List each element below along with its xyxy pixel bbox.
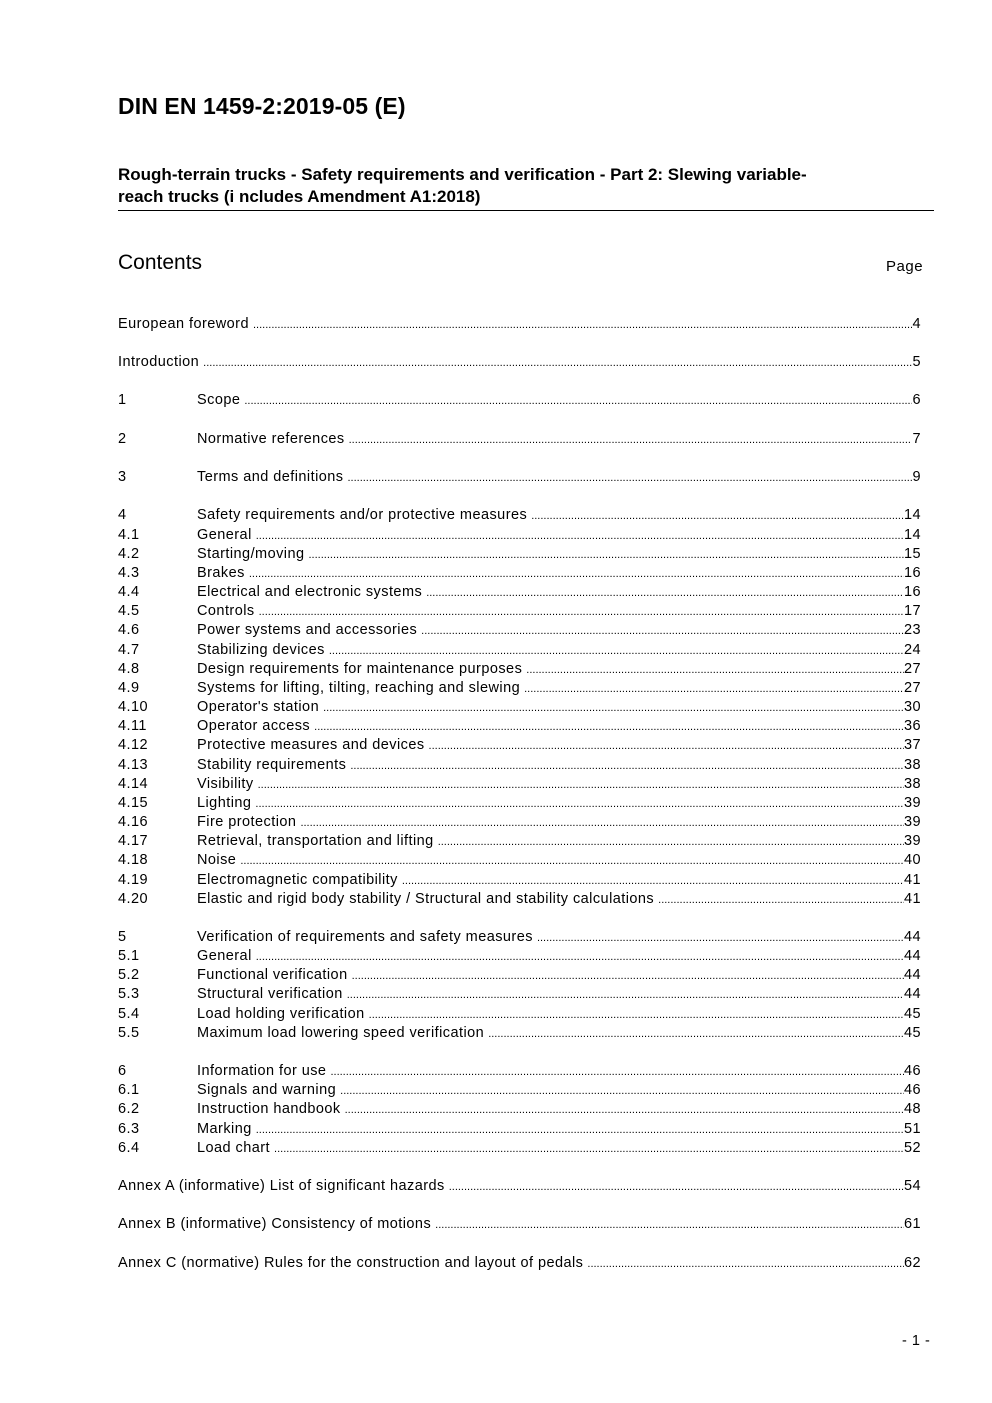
toc-entry-number: 4.19 [118, 872, 149, 888]
toc-dot-leader [256, 530, 904, 542]
toc-entry[interactable] [118, 1006, 921, 1025]
toc-dot-leader [352, 970, 904, 982]
toc-entry-title: Retrieval, transportation and lifting [197, 833, 434, 849]
toc-entry-page: 39 [903, 814, 921, 830]
toc-entry-number: 4.10 [118, 699, 149, 715]
toc-dot-leader [244, 395, 912, 407]
page-column-heading: Page [886, 258, 924, 275]
toc-entry-page: 9 [912, 469, 921, 485]
toc-dot-leader [330, 1066, 904, 1078]
toc-entry-title: Annex B (informative) Consistency of motions [118, 1216, 432, 1232]
toc-entry[interactable] [118, 1178, 921, 1197]
toc-entry[interactable] [118, 1025, 921, 1044]
toc-entry-number: 6 [118, 1063, 127, 1079]
toc-entry-page: 16 [903, 565, 921, 581]
toc-dot-leader [426, 587, 904, 599]
page-footer-number: - 1 - [902, 1333, 931, 1349]
toc-dot-leader [531, 510, 904, 522]
toc-entry-number: 5.3 [118, 986, 140, 1002]
toc-entry-page: 54 [903, 1178, 921, 1194]
toc-entry[interactable] [118, 392, 921, 411]
toc-entry-title: Fire protection [197, 814, 297, 830]
toc-entry-page: 14 [903, 527, 921, 543]
toc-dot-leader [259, 606, 904, 618]
toc-entry-number: 6.4 [118, 1140, 140, 1156]
toc-entry-number: 4.9 [118, 680, 140, 696]
toc-entry-page: 37 [903, 737, 921, 753]
toc-dot-leader [256, 951, 904, 963]
toc-entry-page: 41 [903, 891, 921, 907]
toc-entry[interactable] [118, 737, 921, 756]
toc-entry-title: Electrical and electronic systems [197, 584, 423, 600]
toc-entry-page: 14 [903, 507, 921, 523]
toc-entry-page: 16 [903, 584, 921, 600]
toc-entry[interactable] [118, 948, 921, 967]
toc-entry-title: Power systems and accessories [197, 622, 418, 638]
toc-dot-leader [340, 1085, 904, 1097]
toc-entry-title: Annex A (informative) List of significant hazards [118, 1178, 445, 1194]
toc-entry[interactable] [118, 1255, 921, 1274]
toc-entry-title: Stabilizing devices [197, 642, 325, 658]
toc-entry-number: 4.11 [118, 718, 147, 734]
toc-entry[interactable] [118, 354, 921, 373]
toc-entry-number: 4.18 [118, 852, 149, 868]
toc-entry-number: 4.5 [118, 603, 140, 619]
toc-entry[interactable] [118, 852, 921, 871]
toc-entry-title: Protective measures and devices [197, 737, 425, 753]
toc-entry-number: 3 [118, 469, 127, 485]
toc-entry-title: Annex C (normative) Rules for the construction and layout of pedals [118, 1255, 584, 1271]
toc-dot-leader [274, 1143, 904, 1155]
toc-entry[interactable] [118, 546, 921, 565]
toc-entry-title: Information for use [197, 1063, 327, 1079]
toc-entry[interactable] [118, 699, 921, 718]
toc-entry[interactable] [118, 833, 921, 852]
toc-entry-page: 62 [903, 1255, 921, 1271]
toc-entry-page: 6 [912, 392, 921, 408]
toc-entry[interactable] [118, 1216, 921, 1235]
toc-entry[interactable] [118, 929, 921, 948]
toc-entry-number: 5.2 [118, 967, 140, 983]
toc-entry-page: 44 [903, 948, 921, 964]
toc-entry-number: 6.3 [118, 1121, 140, 1137]
toc-entry-number: 4.20 [118, 891, 149, 907]
toc-entry-title: General [197, 948, 252, 964]
toc-entry-title: Visibility [197, 776, 254, 792]
toc-entry-page: 7 [912, 431, 921, 447]
toc-entry-page: 46 [903, 1063, 921, 1079]
toc-entry-title: Verification of requirements and safety measures [197, 929, 533, 945]
toc-entry-page: 5 [912, 354, 921, 370]
toc-entry-page: 38 [903, 757, 921, 773]
toc-entry-title: Operator's station [197, 699, 320, 715]
toc-entry-title: Load chart [197, 1140, 271, 1156]
toc-entry-page: 38 [903, 776, 921, 792]
toc-entry[interactable] [118, 431, 921, 450]
title-rule [118, 210, 934, 211]
toc-entry-page: 30 [903, 699, 921, 715]
toc-entry-number: 4.1 [118, 527, 140, 543]
toc-entry-title: Design requirements for maintenance purposes [197, 661, 523, 677]
toc-dot-leader [314, 721, 904, 733]
toc-entry[interactable] [118, 967, 921, 986]
toc-entry[interactable] [118, 584, 921, 603]
toc-entry-page: 27 [903, 680, 921, 696]
subtitle-line-2: reach trucks (i ncludes Amendment A1:2018) [118, 187, 481, 206]
toc-entry-page: 39 [903, 795, 921, 811]
toc-entry-number: 4.12 [118, 737, 149, 753]
toc-entry-title: Signals and warning [197, 1082, 337, 1098]
toc-dot-leader [258, 779, 904, 791]
toc-dot-leader [309, 549, 904, 561]
toc-entry-title: Starting/moving [197, 546, 305, 562]
toc-entry-number: 4.15 [118, 795, 149, 811]
toc-dot-leader [526, 664, 904, 676]
toc-entry-title: Elastic and rigid body stability / Structural and stability calculations [197, 891, 655, 907]
toc-entry-page: 45 [903, 1006, 921, 1022]
toc-entry-page: 44 [903, 986, 921, 1002]
toc-entry-page: 45 [903, 1025, 921, 1041]
toc-entry-title: Operator access [197, 718, 311, 734]
toc-entry-title: Lighting [197, 795, 252, 811]
document-subtitle [118, 164, 934, 208]
toc-entry[interactable] [118, 316, 921, 335]
toc-entry-page: 44 [903, 967, 921, 983]
toc-entry-number: 6.1 [118, 1082, 140, 1098]
toc-entry-page: 24 [903, 642, 921, 658]
toc-entry-title: Functional verification [197, 967, 348, 983]
toc-dot-leader [256, 1124, 904, 1136]
toc-entry[interactable] [118, 872, 921, 891]
toc-dot-leader [249, 568, 904, 580]
toc-entry-title: Electromagnetic compatibility [197, 872, 398, 888]
toc-entry[interactable] [118, 507, 921, 526]
toc-dot-leader [429, 740, 904, 752]
toc-entry-page: 40 [903, 852, 921, 868]
toc-entry[interactable] [118, 642, 921, 661]
toc-entry[interactable] [118, 986, 921, 1005]
toc-dot-leader [345, 1104, 904, 1116]
toc-entry[interactable] [118, 795, 921, 814]
toc-entry-page: 52 [903, 1140, 921, 1156]
toc-dot-leader [421, 625, 904, 637]
toc-entry-page: 51 [903, 1121, 921, 1137]
toc-dot-leader [488, 1028, 904, 1040]
toc-entry[interactable] [118, 680, 921, 699]
toc-entry-page: 39 [903, 833, 921, 849]
toc-entry[interactable] [118, 527, 921, 546]
toc-entry-title: General [197, 527, 252, 543]
toc-entry-title: Systems for lifting, tilting, reaching and slewing [197, 680, 521, 696]
toc-entry-number: 2 [118, 431, 127, 447]
toc-entry[interactable] [118, 1140, 921, 1159]
toc-entry-title: Terms and definitions [197, 469, 344, 485]
toc-dot-leader [438, 836, 904, 848]
toc-dot-leader [349, 434, 913, 446]
toc-entry-title: Controls [197, 603, 255, 619]
toc-dot-leader [347, 472, 912, 484]
subtitle-line-1: Rough-terrain trucks - Safety requirements and verification - Part 2: Slewing variable- [118, 165, 807, 184]
toc-entry-number: 6.2 [118, 1101, 140, 1117]
toc-entry-number: 4.13 [118, 757, 149, 773]
toc-dot-leader [537, 932, 904, 944]
toc-entry-page: 44 [903, 929, 921, 945]
toc-dot-leader [449, 1181, 904, 1193]
contents-heading: Contents [118, 251, 203, 274]
toc-entry[interactable] [118, 1063, 921, 1082]
toc-entry-title: Brakes [197, 565, 245, 581]
toc-dot-leader [240, 855, 904, 867]
toc-entry[interactable] [118, 622, 921, 641]
toc-entry-page: 48 [903, 1101, 921, 1117]
toc-entry[interactable] [118, 469, 921, 488]
toc-entry-title: Normative references [197, 431, 345, 447]
toc-entry-page: 36 [903, 718, 921, 734]
toc-entry-page: 41 [903, 872, 921, 888]
toc-entry-number: 4.14 [118, 776, 149, 792]
toc-entry-number: 1 [118, 392, 127, 408]
toc-dot-leader [253, 319, 913, 331]
toc-dot-leader [402, 875, 904, 887]
toc-entry[interactable] [118, 718, 921, 737]
toc-entry-number: 4 [118, 507, 127, 523]
toc-entry-number: 4.6 [118, 622, 140, 638]
toc-entry-number: 5.1 [118, 948, 140, 964]
toc-entry[interactable] [118, 776, 921, 795]
toc-entry[interactable] [118, 891, 921, 910]
toc-entry-title: Safety requirements and/or protective measures [197, 507, 528, 523]
toc-dot-leader [347, 989, 904, 1001]
toc-entry-title: Introduction [118, 354, 200, 370]
toc-entry-page: 23 [903, 622, 921, 638]
toc-entry-page: 4 [912, 316, 921, 332]
toc-entry[interactable] [118, 814, 921, 833]
toc-entry[interactable] [118, 565, 921, 584]
toc-dot-leader [323, 702, 904, 714]
toc-dot-leader [658, 894, 904, 906]
toc-entry-title: European foreword [118, 316, 249, 332]
toc-entry[interactable] [118, 661, 921, 680]
toc-entry-title: Instruction handbook [197, 1101, 341, 1117]
toc-entry-title: Load holding verification [197, 1006, 365, 1022]
toc-dot-leader [255, 798, 904, 810]
toc-dot-leader [524, 683, 904, 695]
toc-entry-number: 4.3 [118, 565, 140, 581]
toc-entry-page: 61 [903, 1216, 921, 1232]
toc-entry-number: 4.7 [118, 642, 140, 658]
toc-entry[interactable] [118, 1082, 921, 1101]
document-id: DIN EN 1459-2:2019-05 (E) [118, 93, 406, 119]
toc-entry-number: 5.4 [118, 1006, 140, 1022]
toc-dot-leader [329, 645, 904, 657]
toc-entry-page: 27 [903, 661, 921, 677]
toc-entry-title: Noise [197, 852, 237, 868]
toc-entry[interactable] [118, 1121, 921, 1140]
toc-entry-page: 17 [903, 603, 921, 619]
toc-dot-leader [203, 357, 912, 369]
toc-dot-leader [435, 1219, 904, 1231]
toc-entry-number: 5 [118, 929, 127, 945]
toc-entry-title: Stability requirements [197, 757, 347, 773]
toc-dot-leader [369, 1009, 904, 1021]
toc-entry[interactable] [118, 1101, 921, 1120]
toc-entry-page: 46 [903, 1082, 921, 1098]
toc-entry-title: Structural verification [197, 986, 343, 1002]
toc-dot-leader [587, 1258, 904, 1270]
toc-entry[interactable] [118, 603, 921, 622]
toc-entry-number: 5.5 [118, 1025, 140, 1041]
toc-entry-title: Marking [197, 1121, 252, 1137]
toc-entry-title: Scope [197, 392, 241, 408]
toc-entry-title: Maximum load lowering speed verification [197, 1025, 485, 1041]
toc-entry-number: 4.8 [118, 661, 140, 677]
toc-entry-number: 4.17 [118, 833, 149, 849]
toc-entry-page: 15 [903, 546, 921, 562]
toc-entry[interactable] [118, 757, 921, 776]
toc-entry-number: 4.4 [118, 584, 140, 600]
toc-entry-number: 4.2 [118, 546, 140, 562]
toc-dot-leader [300, 817, 904, 829]
toc-dot-leader [350, 760, 904, 772]
toc-entry-number: 4.16 [118, 814, 149, 830]
